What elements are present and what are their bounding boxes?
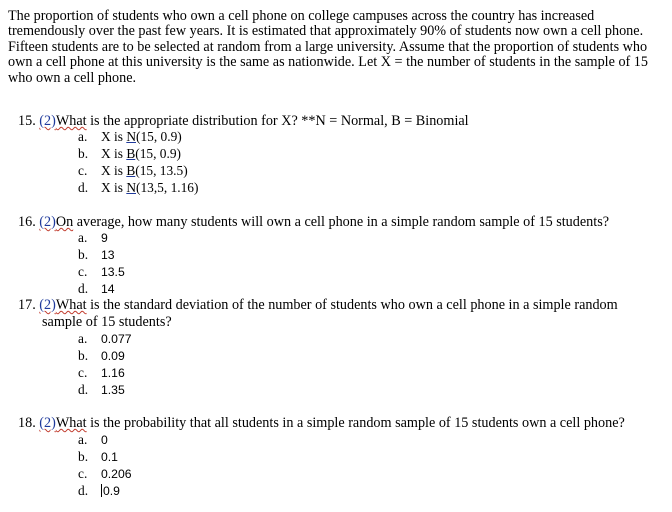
option-value: 1.16	[101, 366, 125, 380]
option-value: 13.5	[101, 265, 125, 279]
option-value: 1.35	[101, 383, 125, 397]
option-value: 0.1	[101, 450, 118, 464]
option-letter: b.	[78, 247, 89, 262]
option-dist: B	[126, 146, 136, 161]
option-letter: c.	[78, 365, 88, 380]
option-value: 14	[101, 282, 115, 296]
option-16a	[78, 230, 108, 246]
option-value: 13	[101, 248, 115, 262]
option-18d	[78, 483, 120, 499]
option-17b	[78, 348, 125, 364]
points-link[interactable]: (2)	[39, 113, 56, 129]
option-prefix: X is	[101, 163, 127, 178]
points-link[interactable]: (2)	[39, 214, 56, 230]
option-16d	[78, 281, 115, 297]
option-letter: a.	[78, 129, 88, 144]
option-17d	[78, 382, 125, 398]
option-letter: a.	[78, 432, 88, 447]
option-18c	[78, 466, 132, 482]
question-17-line2: sample of 15 students?	[42, 314, 172, 330]
option-value: 0.077	[101, 332, 132, 346]
option-value: 0.9	[103, 484, 120, 498]
question-16	[18, 214, 609, 230]
option-letter: b.	[78, 146, 89, 161]
intro-paragraph: The proportion of students who own a cell phone on college campuses across the country has increased tremendously over the past few years. It is estimated that approximately 90% of students now own a cell phone. Fifteen students are to be selected at random from a large university. Assume that the proportion of students who own a cell phone at this university is the same as nationwide. Let X = the number of students in the sample of 15 who own a cell phone.	[8, 8, 648, 86]
option-18b	[78, 449, 118, 465]
option-15a	[78, 129, 182, 145]
option-letter: a.	[78, 331, 88, 346]
option-value: 0.09	[101, 349, 125, 363]
option-dist: N	[126, 180, 136, 195]
question-number: 17.	[18, 297, 36, 313]
question-17	[18, 297, 618, 313]
option-params: (15, 0.9)	[135, 146, 181, 161]
question-first-word: What	[55, 113, 87, 129]
option-params: (15, 13.5)	[135, 163, 188, 178]
option-params: (15, 0.9)	[135, 129, 182, 144]
option-params: (13,5, 1.16)	[135, 180, 199, 195]
question-number: 18.	[18, 415, 36, 431]
question-first-word: On	[55, 214, 74, 230]
question-text: is the probability that all students in a simple random sample of 15 students own a cell phone?	[86, 415, 625, 431]
question-first-word: What	[55, 297, 87, 313]
option-letter: c.	[78, 466, 88, 481]
option-15c	[78, 163, 188, 179]
option-prefix: X is	[101, 129, 127, 144]
question-18	[18, 415, 625, 431]
option-value: 9	[101, 231, 108, 245]
question-number: 16.	[18, 214, 36, 230]
points-link[interactable]: (2)	[39, 415, 56, 431]
option-letter: d.	[78, 180, 89, 195]
text-cursor	[101, 484, 102, 497]
question-text: average, how many students will own a cell phone in a simple random sample of 15 students?	[73, 214, 610, 230]
question-text: is the standard deviation of the number of students who own a cell phone in a simple random	[86, 297, 618, 313]
option-value: 0.206	[101, 467, 132, 481]
question-text: is the appropriate distribution for X? **N = Normal, B = Binomial	[86, 113, 469, 129]
option-letter: a.	[78, 230, 88, 245]
option-dist: B	[126, 163, 136, 178]
option-letter: d.	[78, 483, 89, 498]
option-value: 0	[101, 433, 108, 447]
option-dist: N	[126, 129, 136, 144]
option-prefix: X is	[101, 146, 127, 161]
question-first-word: What	[55, 415, 87, 431]
option-16b	[78, 247, 115, 263]
option-15b	[78, 146, 181, 162]
option-letter: d.	[78, 382, 89, 397]
option-letter: b.	[78, 348, 89, 363]
option-16c	[78, 264, 125, 280]
option-17a	[78, 331, 132, 347]
option-letter: d.	[78, 281, 89, 296]
option-letter: b.	[78, 449, 89, 464]
option-18a	[78, 432, 108, 448]
option-letter: c.	[78, 163, 88, 178]
question-15	[18, 113, 469, 129]
option-prefix: X is	[101, 180, 127, 195]
option-15d	[78, 180, 198, 196]
question-number: 15.	[18, 113, 36, 129]
points-link[interactable]: (2)	[39, 297, 56, 313]
option-17c	[78, 365, 125, 381]
option-letter: c.	[78, 264, 88, 279]
